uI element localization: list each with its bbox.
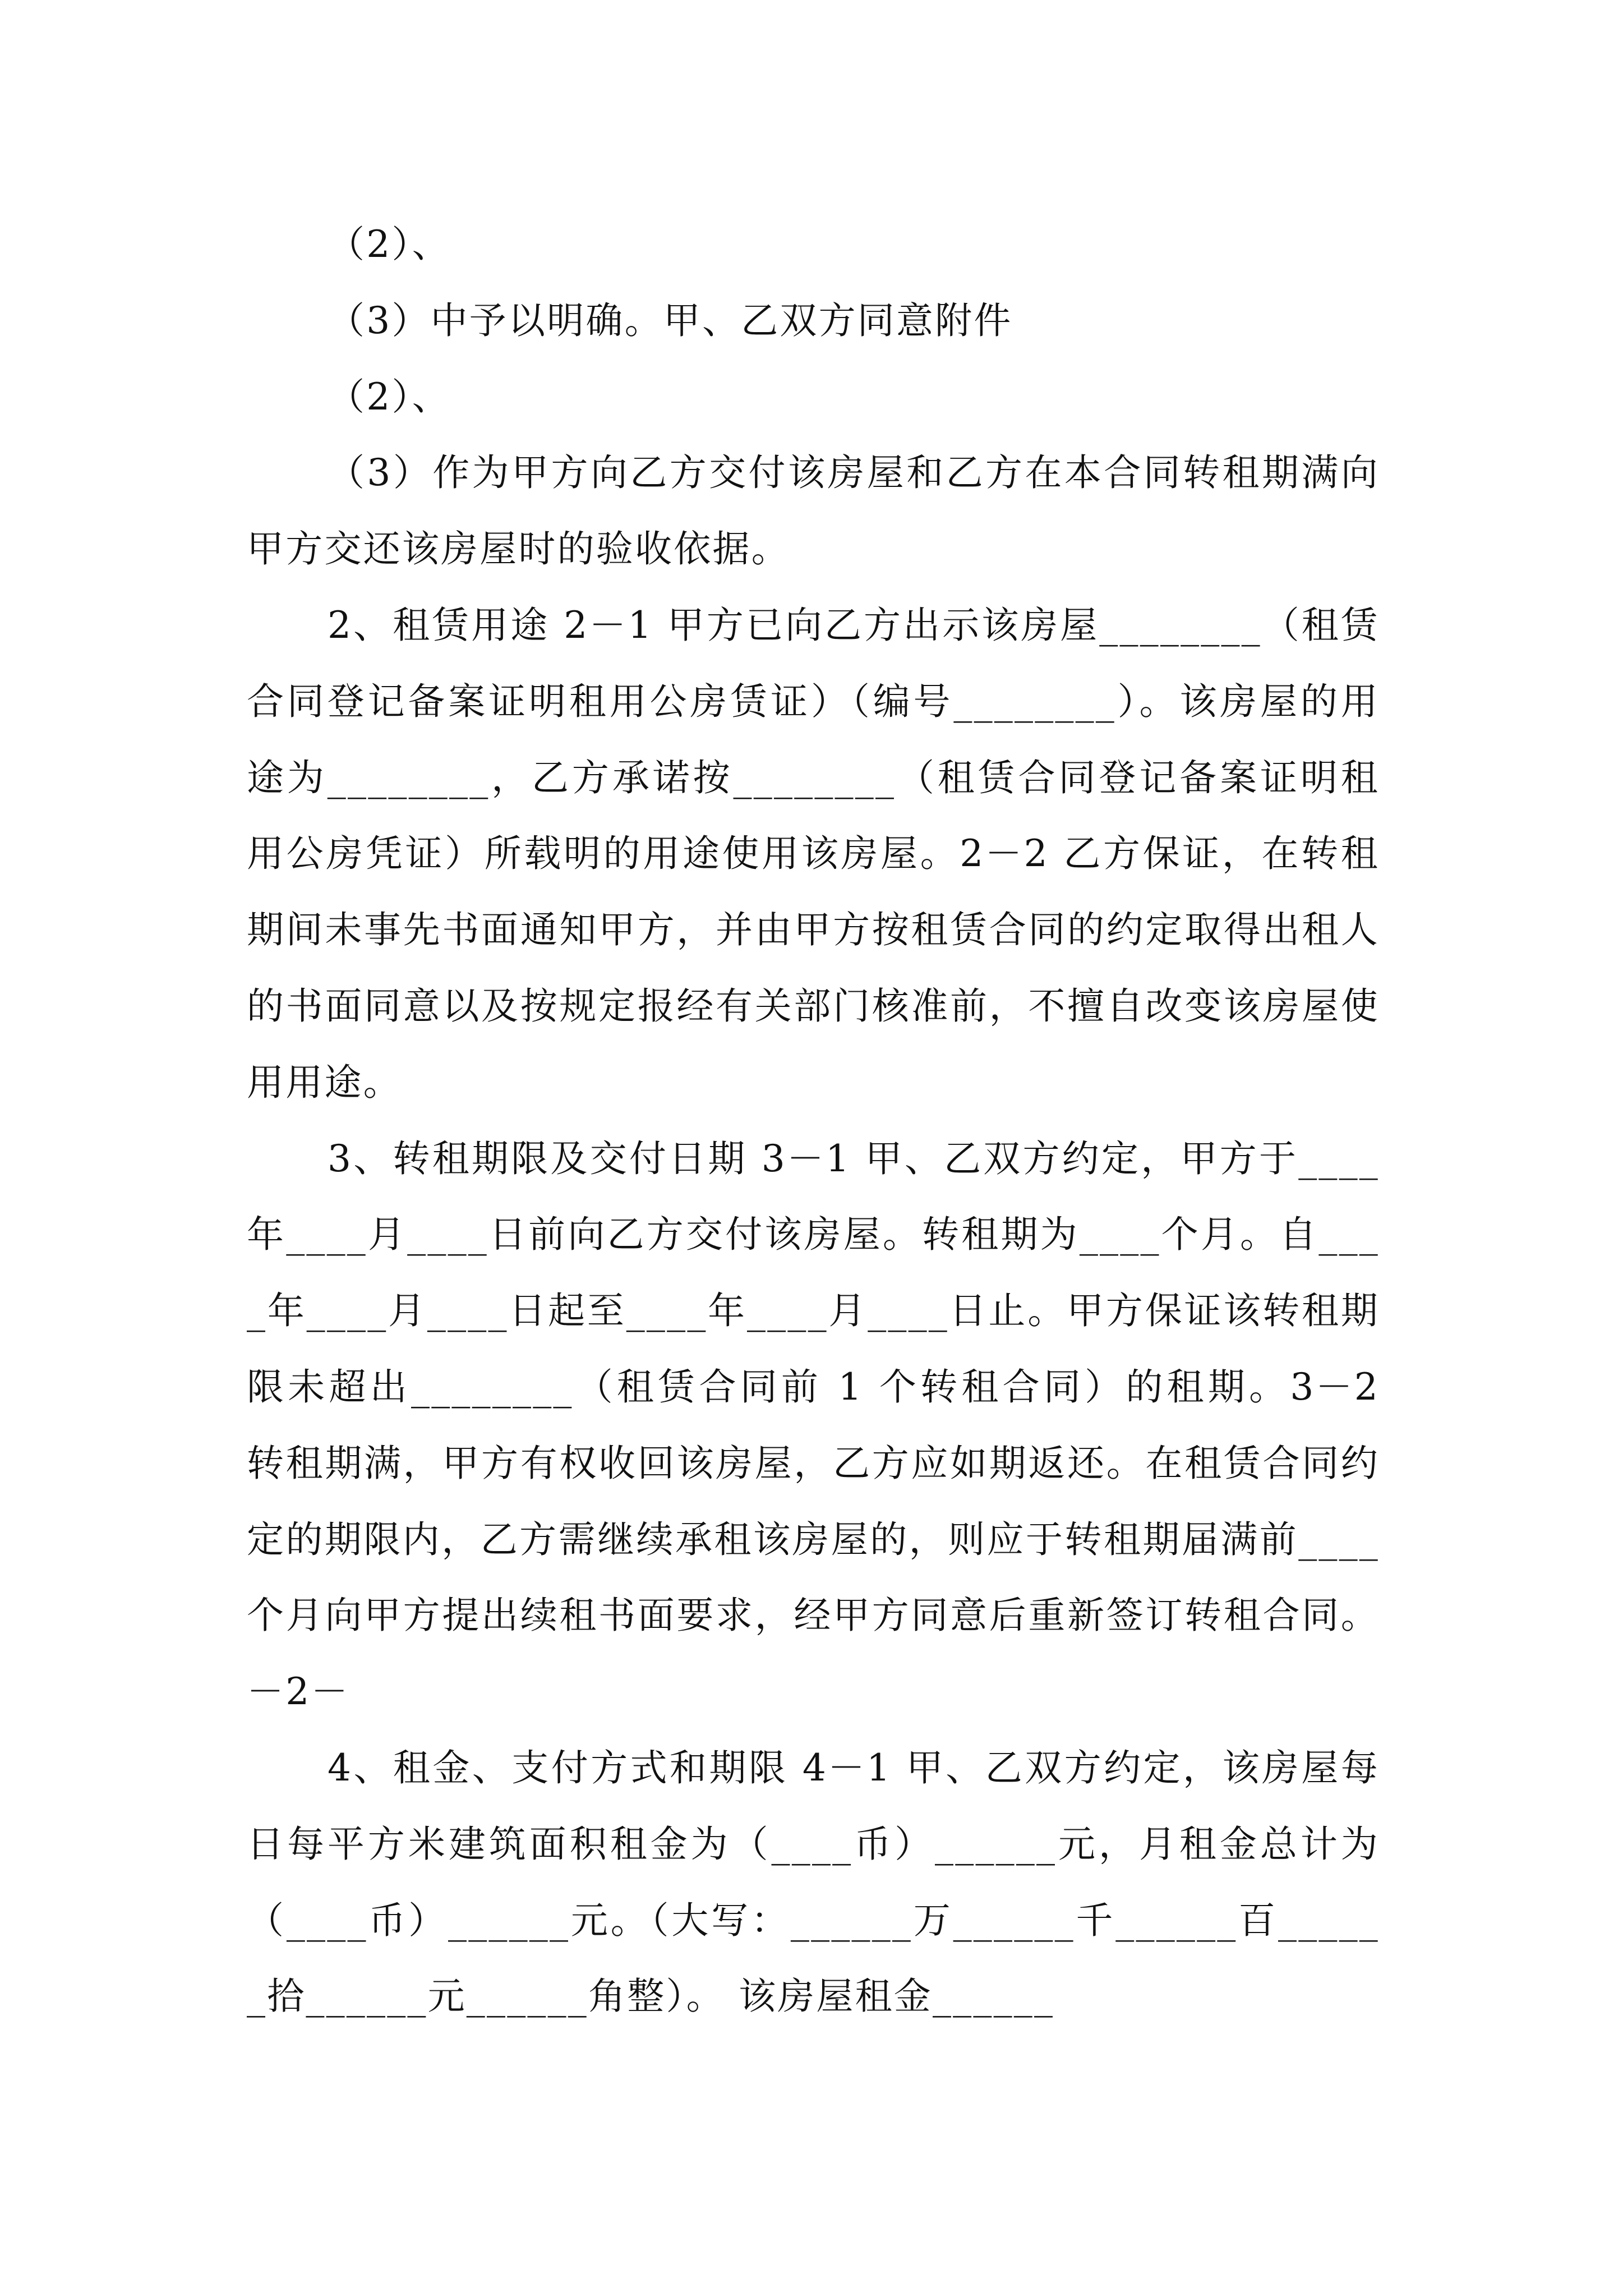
paragraph-rent-payment: 4、租金、支付方式和期限 4－1 甲、乙双方约定，该房屋每日每平方米建筑面积租金为（____币）______元，月租金总计为（____币）______元。（大写：______万______千______百______拾______元______角整）。 该房屋租金______ [247, 1746, 1380, 2018]
paragraph-item-3-acceptance: （3）作为甲方向乙方交付该房屋和乙方在本合同转租期满向甲方交还该房屋时的验收依据。 [247, 451, 1380, 571]
paragraph-item-2: （2）、 [328, 223, 451, 266]
paragraph-item-3-attachment: （3）中予以明确。甲、乙双方同意附件 [328, 298, 1013, 342]
paragraph-lease-purpose: 2、租赁用途 2－1 甲方已向乙方出示该房屋________（租赁合同登记备案证明租用公房赁证）（编号________）。该房屋的用途为________，乙方承诺按________（租赁合同登记备案证明租用公房凭证）所载明的用途使用该房屋。2－2 乙方保证，在转租期间未事先书面通知甲方，并由甲方按租赁合同的约定取得出租人的书面同意以及按规定报经有关部门核准前，不擅自改变该房屋使用用途。 [247, 603, 1380, 1104]
paragraph-item-2-repeat: （2）、 [328, 375, 451, 418]
document-body [247, 206, 1380, 2035]
paragraph-sublease-term: 3、转租期限及交付日期 3－1 甲、乙双方约定，甲方于____年____月____日前向乙方交付该房屋。转租期为____个月。自____年____月____日起至____年____月____日止。甲方保证该转租期限未超出________（租赁合同前 1 个转租合同）的租期。3－2 转租期满，甲方有权收回该房屋，乙方应如期返还。在租赁合同约定的期限内，乙方需继续承租该房屋的，则应于转租期届满前____个月向甲方提出续租书面要求，经甲方同意后重新签订转租合同。－2－ [247, 1137, 1380, 1714]
